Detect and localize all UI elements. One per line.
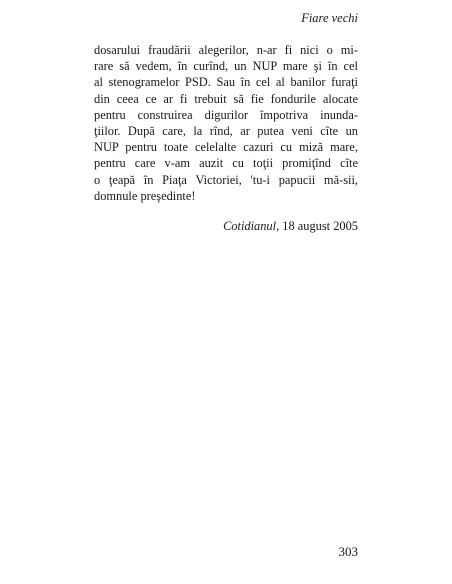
text-line: o ţeapă în Piaţa Victoriei, 'tu-i papucii mă-sii, <box>94 172 358 187</box>
text-line: ţiilor. După care, la rînd, ar putea veni cîte un <box>94 124 358 139</box>
text-line: dosarului fraudării alegerilor, n-ar fi nici o mi- <box>94 43 358 57</box>
source-publication: Cotidianul <box>223 219 277 233</box>
text-line: pentru construirea digurilor împotriva inunda- <box>94 107 358 122</box>
source-date: , 18 august 2005 <box>276 219 358 233</box>
text-line: NUP pentru toate celelalte cazuri cu miză mare, <box>94 140 358 155</box>
running-header: Fiare vechi <box>301 11 358 25</box>
page-number: 303 <box>338 544 358 559</box>
text-line: pentru care v-am auzit cu toţii promiţînd cîte <box>94 156 358 171</box>
text-line: rare să vedem, în curînd, un NUP mare şi în cel <box>94 59 358 74</box>
text-line: domnule preşedinte! <box>94 188 196 203</box>
body-text <box>94 42 358 204</box>
source-citation <box>223 219 358 234</box>
text-line: din ceea ce ar fi trebuit să fie fondurile alocate <box>94 91 358 106</box>
text-line: al stenogramelor PSD. Sau în cel al banilor furaţi <box>94 75 358 90</box>
